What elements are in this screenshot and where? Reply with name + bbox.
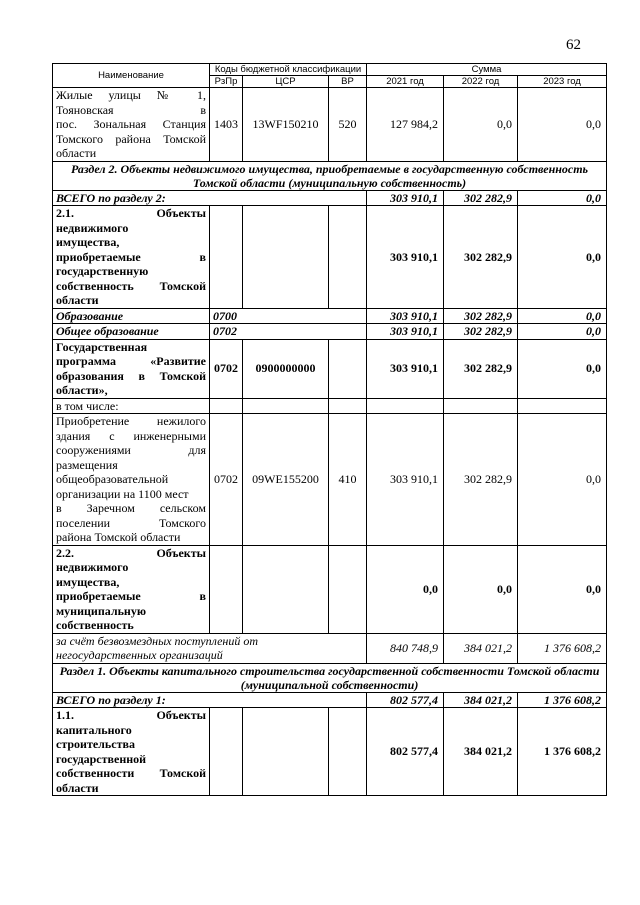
header-sum: Сумма (367, 64, 607, 76)
cell-2022: 302 282,9 (444, 190, 518, 206)
cell-vr: 520 (329, 88, 367, 162)
cell-2022: 302 282,9 (444, 339, 518, 398)
cell-2022: 384 021,2 (444, 692, 518, 708)
cell-2021: 303 910,1 (367, 339, 444, 398)
cell-2022: 0,0 (444, 88, 518, 162)
budget-table (52, 63, 607, 796)
cell-2022: 302 282,9 (444, 308, 518, 324)
cell-rzpr: 0702 (210, 339, 243, 398)
cell-vr: 410 (329, 414, 367, 546)
row-name: Приобретение нежилого здания с инженерными сооружениями для размещения общеобразовательной организации на 1100 мест в Заречном сельском поселении Томского района Томской области (53, 414, 210, 546)
header-2021: 2021 год (367, 76, 444, 88)
row-name: 1.1. Объекты капитального строительства государственной собственности Томской области (53, 708, 210, 796)
table-row (53, 398, 607, 414)
cell-2023: 0,0 (518, 339, 607, 398)
row-name: Государственная программа «Развитие образования в Томской области», (53, 339, 210, 398)
cell-2022: 384 021,2 (444, 633, 518, 663)
cell-2023: 0,0 (518, 308, 607, 324)
header-vr: ВР (329, 76, 367, 88)
cell-2021: 303 910,1 (367, 324, 444, 340)
table-row (53, 339, 607, 398)
cell-rzpr: 0700 (210, 308, 367, 324)
table-row (53, 324, 607, 340)
header-codes: Коды бюджетной классификации (210, 64, 367, 76)
cell-2023: 0,0 (518, 324, 607, 340)
row-name: Общее образование (53, 324, 210, 340)
row-name: Образование (53, 308, 210, 324)
cell-2021: 0,0 (367, 545, 444, 633)
cell-2021: 840 748,9 (367, 633, 444, 663)
section-2-title: Раздел 2. Объекты недвижимого имущества, приобретаемые в государственную собственность Томской области (муниципальную собственность) (53, 161, 607, 190)
header-name: Наименование (53, 64, 210, 88)
cell-2021: 303 910,1 (367, 414, 444, 546)
cell-2022: 302 282,9 (444, 324, 518, 340)
table-row (53, 708, 607, 796)
table-row (53, 545, 607, 633)
header-2023: 2023 год (518, 76, 607, 88)
row-name: 2.1. Объекты недвижимого имущества, приобретаемые в государственную собственность Томской области (53, 206, 210, 309)
cell-2021: 303 910,1 (367, 206, 444, 309)
table-row (53, 190, 607, 206)
header-row-1 (53, 64, 607, 76)
cell-2022: 0,0 (444, 545, 518, 633)
table-row (53, 414, 607, 546)
section-1-title: Раздел 1. Объекты капитального строительства государственной собственности Томской области (муниципальной собственности) (53, 663, 607, 692)
cell-csr: 13WF150210 (243, 88, 329, 162)
row-name: Жилые улицы № 1, Тояновская в пос. Зональная Станция Томского района Томской области (53, 88, 210, 162)
header-rzpr: РзПр (210, 76, 243, 88)
header-2022: 2022 год (444, 76, 518, 88)
cell-csr: 09WE155200 (243, 414, 329, 546)
cell-rzpr: 0702 (210, 324, 367, 340)
cell-2023: 0,0 (518, 206, 607, 309)
section-header (53, 663, 607, 692)
table-row (53, 692, 607, 708)
row-name: за счёт безвозмездных поступлений от негосударственных организаций (53, 633, 367, 663)
cell-2021: 802 577,4 (367, 692, 444, 708)
cell-2023: 0,0 (518, 545, 607, 633)
row-name: 2.2. Объекты недвижимого имущества, приобретаемые в муниципальную собственность (53, 545, 210, 633)
cell-csr: 0900000000 (243, 339, 329, 398)
cell-2023: 1 376 608,2 (518, 633, 607, 663)
section-header (53, 161, 607, 190)
row-name: в том числе: (53, 398, 210, 414)
cell-2023: 0,0 (518, 190, 607, 206)
page-number: 62 (566, 37, 581, 53)
cell-2021: 303 910,1 (367, 190, 444, 206)
cell-2022: 302 282,9 (444, 414, 518, 546)
cell-2022: 384 021,2 (444, 708, 518, 796)
cell-2023: 0,0 (518, 414, 607, 546)
cell-2021: 127 984,2 (367, 88, 444, 162)
total-label: ВСЕГО по разделу 2: (53, 190, 367, 206)
cell-rzpr: 1403 (210, 88, 243, 162)
table-row (53, 308, 607, 324)
cell-2023: 1 376 608,2 (518, 692, 607, 708)
cell-2021: 802 577,4 (367, 708, 444, 796)
cell-rzpr: 0702 (210, 414, 243, 546)
table-row (53, 633, 607, 663)
table-row (53, 88, 607, 162)
total-label: ВСЕГО по разделу 1: (53, 692, 367, 708)
cell-2023: 1 376 608,2 (518, 708, 607, 796)
table-row (53, 206, 607, 309)
cell-2023: 0,0 (518, 88, 607, 162)
header-csr: ЦСР (243, 76, 329, 88)
cell-2022: 302 282,9 (444, 206, 518, 309)
cell-2021: 303 910,1 (367, 308, 444, 324)
